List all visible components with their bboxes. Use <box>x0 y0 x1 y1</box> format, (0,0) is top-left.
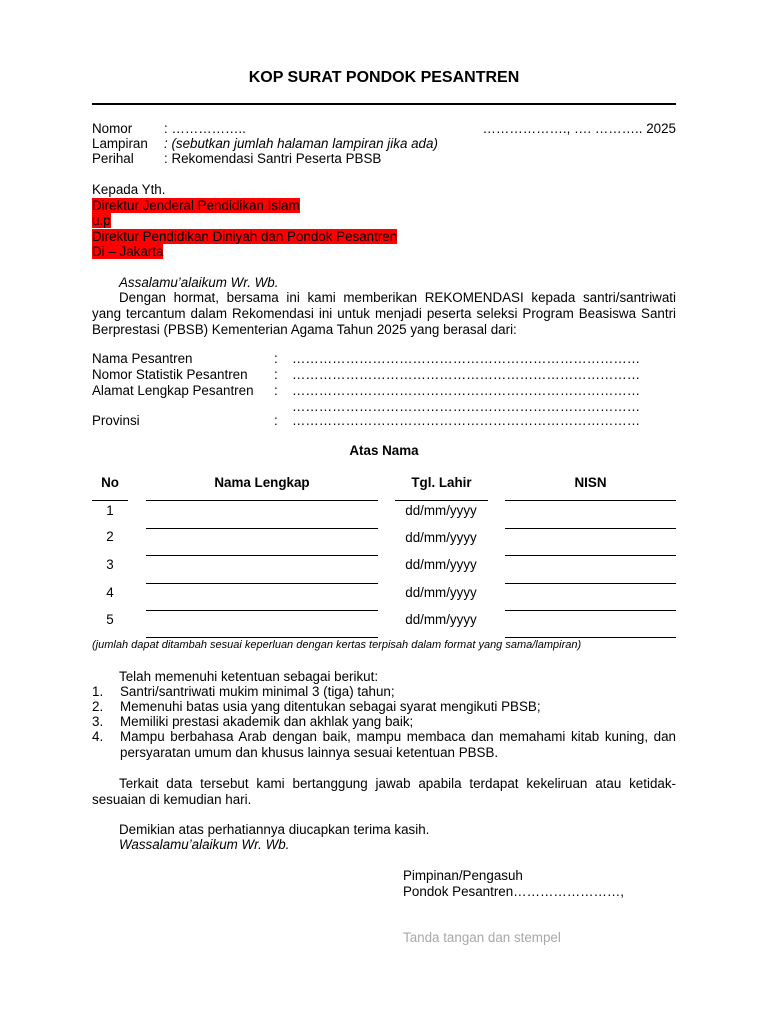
col-header-tgl: Tgl. Lahir <box>411 475 472 490</box>
col-header-nisn: NISN <box>574 475 607 490</box>
perihal-value: : Rekomendasi Santri Peserta PBSB <box>164 151 382 166</box>
table-note: (jumlah dapat ditambah sesuai keperluan dengan kertas terpisah dalam format yang sama/lampiran) <box>92 639 582 651</box>
col-header-no: No <box>101 475 119 490</box>
condition-text: Memenuhi batas usia yang ditentukan sebagai syarat mengikuti PBSB; <box>120 699 541 714</box>
row-number: 3 <box>106 557 114 572</box>
date-line: ………………., …. ……….. 2025 <box>482 121 676 136</box>
recipient-line-4: Di – Jakarta <box>92 244 164 259</box>
recipient-line-3: Direktur Pendidikan Diniyah dan Pondok Pesantren <box>92 229 398 244</box>
row-birthdate: dd/mm/yyyy <box>405 585 477 600</box>
perihal-label: Perihal <box>92 151 134 166</box>
row-birthdate: dd/mm/yyyy <box>405 503 477 518</box>
field-colon: : <box>274 413 278 428</box>
nisn-line <box>505 610 676 611</box>
name-line <box>146 610 378 611</box>
row-number: 4 <box>106 585 114 600</box>
condition-number: 4. <box>92 729 104 744</box>
signatory-org: Pondok Pesantren……………………, <box>403 884 625 899</box>
row-birthdate: dd/mm/yyyy <box>405 530 477 545</box>
field-colon: : <box>274 351 278 366</box>
row-birthdate: dd/mm/yyyy <box>405 612 477 627</box>
recipient-line-1: Direktur Jenderal Pendidikan Islam <box>92 198 300 213</box>
name-line <box>146 555 378 556</box>
row-number: 5 <box>106 612 114 627</box>
condition-number: 2. <box>92 699 104 714</box>
lampiran-value: : (sebutkan jumlah halaman lampiran jika ada) <box>164 136 438 151</box>
condition-text: Memiliki prestasi akademik dan akhlak yang baik; <box>120 714 414 729</box>
nisn-line <box>505 555 676 556</box>
opening-salam: Assalamu’alaikum Wr. Wb. <box>119 275 279 290</box>
condition-number: 1. <box>92 684 104 699</box>
closing-salam: Wassalamu’alaikum Wr. Wb. <box>119 837 290 852</box>
condition-text: Santri/santriwati mukim minimal 3 (tiga) tahun; <box>120 684 395 699</box>
conditions-intro: Telah memenuhi ketentuan sebagai berikut: <box>119 669 379 684</box>
name-line <box>146 528 378 529</box>
nsp-label: Nomor Statistik Pesantren <box>92 367 248 382</box>
nisn-line <box>505 583 676 584</box>
field-colon: : <box>274 367 278 382</box>
alamat-dots-2: …………………………………………………………………… <box>292 399 641 414</box>
row-number: 1 <box>106 503 114 518</box>
name-line <box>146 583 378 584</box>
nomor-value: : …………….. <box>164 121 246 136</box>
condition-number: 3. <box>92 714 104 729</box>
intro-paragraph: Dengan hormat, bersama ini kami memberikan REKOMENDASI kepada santri/santriwati yang tercantum dalam Rekomendasi ini untuk menjadi peserta seleksi Program Beasiswa Santri Berprestasi (PBSB) Kementerian Agama Tahun 2025 yang berasal dari: <box>92 290 676 337</box>
header-rule <box>92 103 676 105</box>
lampiran-label: Lampiran <box>92 136 148 151</box>
row-number: 2 <box>106 529 114 544</box>
recipient-greeting: Kepada Yth. <box>92 182 166 197</box>
table-caption: Atas Nama <box>349 443 419 458</box>
header-underline-nisn <box>505 500 676 501</box>
nama-pesantren-dots: …………………………………………………………………… <box>292 351 641 366</box>
nama-pesantren-label: Nama Pesantren <box>92 351 193 366</box>
row-birthdate: dd/mm/yyyy <box>405 557 477 572</box>
responsibility-paragraph: Terkait data tersebut kami bertanggung jawab apabila terdapat kekeliruan atau ketidak-sesuaian di kemudian hari. <box>92 776 676 807</box>
signature-placeholder: Tanda tangan dan stempel <box>403 930 561 945</box>
header-underline-no <box>92 500 128 501</box>
header-underline-nama <box>146 500 378 501</box>
signatory-role: Pimpinan/Pengasuh <box>403 868 523 883</box>
letterhead-title: KOP SURAT PONDOK PESANTREN <box>248 69 520 86</box>
recipient-line-2: u.p <box>92 213 111 228</box>
nsp-dots: …………………………………………………………………… <box>292 367 641 382</box>
nisn-line <box>505 528 676 529</box>
field-colon: : <box>274 383 278 398</box>
provinsi-dots: …………………………………………………………………… <box>292 413 641 428</box>
alamat-label: Alamat Lengkap Pesantren <box>92 383 254 398</box>
alamat-dots-1: …………………………………………………………………… <box>292 383 641 398</box>
header-underline-tgl <box>395 500 488 501</box>
nomor-label: Nomor <box>92 121 133 136</box>
col-header-nama: Nama Lengkap <box>214 475 310 490</box>
condition-text: Mampu berbahasa Arab dengan baik, mampu membaca dan memahami kitab kuning, dan persyaratan umum dan khusus lainnya sesuai ketentuan PBSB. <box>120 729 676 760</box>
provinsi-label: Provinsi <box>92 413 140 428</box>
thanks-line: Demikian atas perhatiannya diucapkan terima kasih. <box>119 822 430 837</box>
